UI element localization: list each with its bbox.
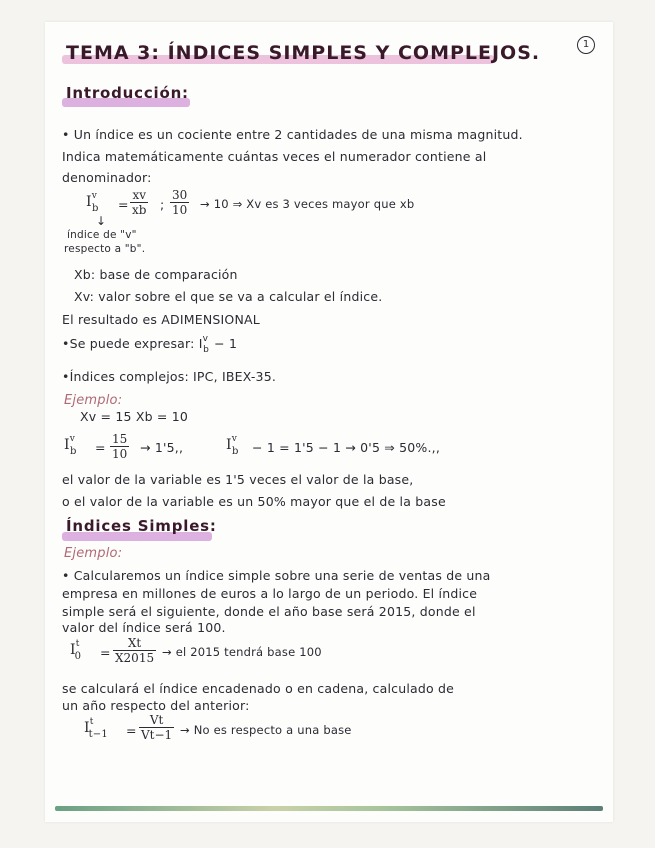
note-line-1: índice de "v"	[67, 229, 137, 241]
example-label-1: Ejemplo:	[64, 393, 123, 408]
simple-equals: =	[100, 645, 111, 660]
chain-equals: =	[126, 723, 137, 738]
fraction-30-10: 30 10	[172, 188, 188, 217]
note-line-2: respecto a "b".	[64, 243, 146, 255]
separator: ;	[160, 197, 165, 212]
chain-fraction: Vt Vt−1	[141, 713, 173, 742]
result-adimensional: El resultado es ADIMENSIONAL	[62, 312, 260, 327]
chain-line-2: un año respecto del anterior:	[62, 698, 250, 713]
conclusion-line-2: o el valor de la variable es un 50% mayor que el de la base	[62, 494, 446, 509]
index-symbol: $I^v_b$	[86, 191, 99, 214]
simples-line-1: • Calcularemos un índice simple sobre una serie de ventas de una	[62, 568, 491, 583]
intro-line-1: • Un índice es un cociente entre 2 cantidades de una misma magnitud.	[62, 127, 523, 142]
formula-result: → 10 ⇒ Xv es 3 veces mayor que xb	[200, 197, 415, 211]
complex-indices-line: •Índices complejos: IPC, IBEX-35.	[62, 369, 277, 384]
simple-index-symbol: $I^t_0$	[70, 639, 82, 662]
simples-line-4: valor del índice será 100.	[62, 620, 226, 635]
example-fraction: 15 10	[112, 432, 128, 461]
page-title: TEMA 3: ÍNDICES SIMPLES Y COMPLEJOS.	[66, 42, 541, 64]
express-line: •Se puede expresar: $I^v_b - 1$	[62, 334, 238, 355]
intro-line-2: Indica matemáticamente cuántas veces el numerador contiene al	[62, 149, 487, 164]
example-label-2: Ejemplo:	[64, 546, 123, 561]
page-bottom-strip	[55, 806, 603, 811]
example-result-1: → 1'5,,	[140, 440, 184, 455]
definition-xv: Xv: valor sobre el que se va a calcular el índice.	[74, 289, 383, 304]
definition-xb: Xb: base de comparación	[74, 267, 238, 282]
equals-sign: =	[118, 197, 129, 212]
example-equals: =	[95, 440, 106, 455]
fraction-xv-xb: xv xb	[132, 188, 147, 217]
simples-line-2: empresa en millones de euros a lo largo de un periodo. El índice	[62, 586, 478, 601]
simples-line-3: simple será el siguiente, donde el año base será 2015, donde el	[62, 604, 476, 619]
simples-heading: Índices Simples:	[66, 517, 217, 535]
example-index-symbol: $I^v_b$	[64, 434, 77, 457]
chain-formula-note: → No es respecto a una base	[180, 723, 352, 737]
conclusion-line-1: el valor de la variable es 1'5 veces el valor de la base,	[62, 472, 414, 487]
simple-fraction: Xt X2015	[115, 636, 155, 665]
chain-line-1: se calculará el índice encadenado o en cadena, calculado de	[62, 681, 455, 696]
intro-line-3: denominador:	[62, 170, 152, 185]
example-values: Xv = 15 Xb = 10	[80, 409, 189, 424]
example-index-symbol-2: $I^v_b$	[226, 434, 239, 457]
intro-heading: Introducción:	[66, 84, 189, 102]
simple-formula-note: → el 2015 tendrá base 100	[162, 645, 322, 659]
arrow-down-icon: ↓	[96, 214, 107, 228]
chain-index-symbol: $I^t_{t-1}$	[84, 717, 108, 740]
example-result-2: − 1 = 1'5 − 1 → 0'5 ⇒ 50%.,,	[252, 440, 441, 455]
page-number: 1	[577, 36, 595, 54]
